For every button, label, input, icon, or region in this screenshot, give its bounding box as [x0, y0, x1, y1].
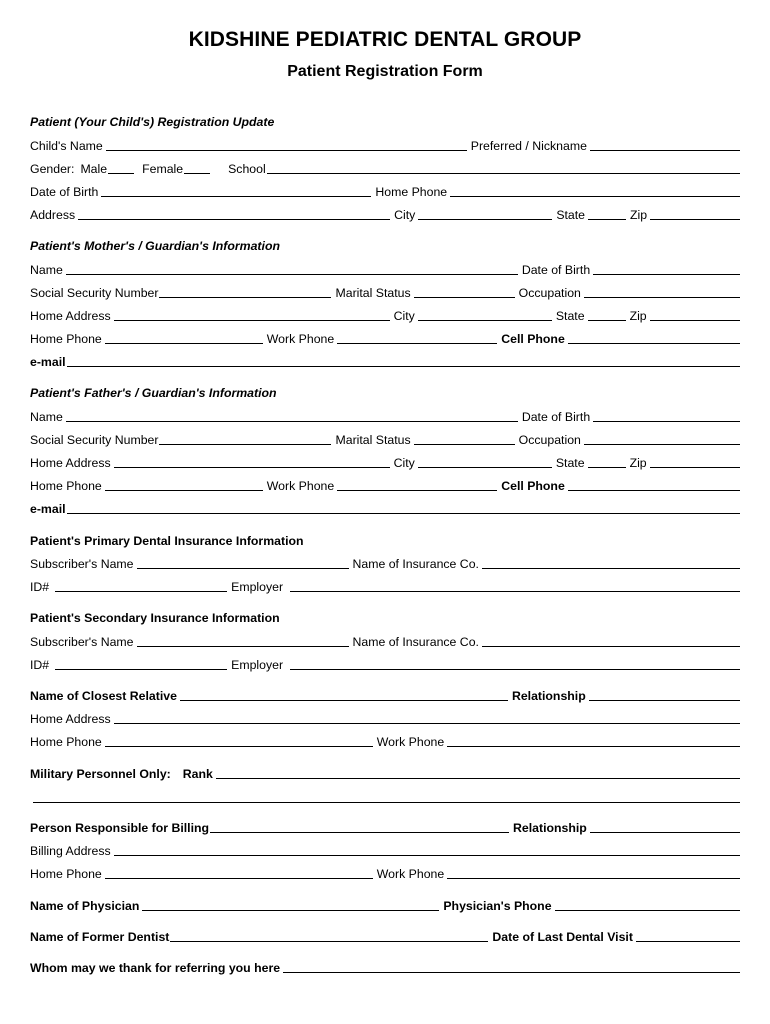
- primary-employer-label: Employer: [231, 580, 284, 594]
- relative-name-row: [30, 687, 740, 703]
- mother-name-label: Name: [30, 263, 63, 277]
- father-occupation-field[interactable]: [584, 444, 740, 445]
- primary-id-label: ID#: [30, 580, 50, 594]
- secondary-subscriber-row: [30, 633, 740, 649]
- mother-city-field[interactable]: [418, 320, 552, 321]
- male-label: Male: [80, 162, 108, 176]
- mother-address-label: Home Address: [30, 309, 111, 323]
- secondary-company-field[interactable]: [482, 646, 740, 647]
- mother-marital-label: Marital Status: [335, 286, 411, 300]
- father-work-phone-label: Work Phone: [266, 479, 335, 493]
- father-dob-label: Date of Birth: [521, 410, 591, 424]
- referral-field[interactable]: [283, 972, 740, 973]
- father-ssn-row: [30, 431, 740, 447]
- mother-ssn-row: [30, 284, 740, 300]
- billing-address-field[interactable]: [114, 855, 740, 856]
- form-title: Patient Registration Form: [287, 63, 483, 80]
- father-email-row: [30, 500, 740, 516]
- military-row: [30, 765, 740, 781]
- secondary-id-row: [30, 656, 740, 672]
- nickname-field[interactable]: [590, 150, 740, 151]
- mother-cell-phone-field[interactable]: [568, 343, 740, 344]
- military-continuation-row: [30, 789, 740, 805]
- patient-city-label: City: [394, 208, 416, 222]
- child-name-row: [30, 137, 740, 153]
- father-address-field[interactable]: [114, 467, 390, 468]
- patient-dob-field[interactable]: [101, 196, 371, 197]
- billing-relationship-label: Relationship: [513, 821, 587, 835]
- mother-state-label: State: [555, 309, 585, 323]
- billing-work-phone-field[interactable]: [447, 878, 740, 879]
- mother-city-label: City: [393, 309, 415, 323]
- father-marital-label: Marital Status: [335, 433, 411, 447]
- former-dentist-row: [30, 928, 740, 944]
- mother-dob-field[interactable]: [593, 274, 740, 275]
- relative-home-phone-label: Home Phone: [30, 735, 102, 749]
- relative-address-field[interactable]: [114, 723, 740, 724]
- primary-insurance-heading: Patient's Primary Dental Insurance Information: [30, 534, 304, 548]
- mother-name-row: [30, 261, 740, 277]
- mother-zip-label: Zip: [629, 309, 647, 323]
- father-name-row: [30, 408, 740, 424]
- billing-relationship-field[interactable]: [590, 832, 740, 833]
- physician-name-field[interactable]: [142, 910, 439, 911]
- mother-email-field[interactable]: [67, 366, 740, 367]
- last-visit-label: Date of Last Dental Visit: [492, 930, 633, 944]
- mother-ssn-field[interactable]: [159, 297, 331, 298]
- last-visit-field[interactable]: [636, 941, 740, 942]
- father-zip-field[interactable]: [650, 467, 740, 468]
- school-field[interactable]: [267, 173, 740, 174]
- secondary-employer-field[interactable]: [290, 669, 740, 670]
- relative-home-phone-field[interactable]: [105, 746, 373, 747]
- father-name-field[interactable]: [66, 421, 518, 422]
- physician-row: [30, 897, 740, 913]
- billing-address-label: Billing Address: [30, 844, 111, 858]
- mother-work-phone-label: Work Phone: [266, 332, 335, 346]
- mother-ssn-label: Social Security Number: [30, 286, 159, 300]
- relative-name-label: Name of Closest Relative: [30, 689, 177, 703]
- relative-address-row: [30, 710, 740, 726]
- patient-address-label: Address: [30, 208, 76, 222]
- father-occupation-label: Occupation: [518, 433, 581, 447]
- mother-zip-field[interactable]: [650, 320, 740, 321]
- father-state-label: State: [555, 456, 585, 470]
- mother-home-phone-field[interactable]: [105, 343, 263, 344]
- relative-work-phone-label: Work Phone: [376, 735, 445, 749]
- former-dentist-field[interactable]: [170, 941, 488, 942]
- practice-name: KIDSHINE PEDIATRIC DENTAL GROUP: [188, 28, 582, 51]
- child-name-label: Child's Name: [30, 139, 103, 153]
- mother-home-phone-label: Home Phone: [30, 332, 102, 346]
- military-continuation-field[interactable]: [33, 802, 740, 803]
- mother-occupation-field[interactable]: [584, 297, 740, 298]
- patient-zip-label: Zip: [630, 208, 648, 222]
- patient-dob-label: Date of Birth: [30, 185, 99, 199]
- referral-row: [30, 959, 740, 975]
- father-section-heading: Patient's Father's / Guardian's Information: [30, 386, 277, 400]
- primary-subscriber-label: Subscriber's Name: [30, 557, 134, 571]
- relative-address-label: Home Address: [30, 712, 111, 726]
- physician-phone-field[interactable]: [555, 910, 740, 911]
- billing-person-field[interactable]: [210, 832, 509, 833]
- patient-home-phone-label: Home Phone: [375, 185, 448, 199]
- primary-id-field[interactable]: [55, 591, 227, 592]
- father-city-label: City: [393, 456, 415, 470]
- father-work-phone-field[interactable]: [337, 490, 497, 491]
- father-ssn-label: Social Security Number: [30, 433, 159, 447]
- father-address-label: Home Address: [30, 456, 111, 470]
- female-field[interactable]: [184, 173, 210, 174]
- school-label: School: [228, 162, 266, 176]
- father-cell-phone-label: Cell Phone: [501, 479, 565, 493]
- mother-address-field[interactable]: [114, 320, 390, 321]
- mother-section-heading: Patient's Mother's / Guardian's Information: [30, 239, 280, 253]
- primary-company-field[interactable]: [482, 568, 740, 569]
- military-label: Military Personnel Only:: [30, 767, 171, 781]
- billing-phone-row: [30, 865, 740, 881]
- relative-work-phone-field[interactable]: [447, 746, 740, 747]
- father-city-field[interactable]: [418, 467, 552, 468]
- father-ssn-field[interactable]: [159, 444, 331, 445]
- mother-dob-label: Date of Birth: [521, 263, 591, 277]
- mother-marital-field[interactable]: [414, 297, 515, 298]
- father-zip-label: Zip: [629, 456, 647, 470]
- referral-label: Whom may we thank for referring you here: [30, 961, 281, 975]
- mother-state-field[interactable]: [588, 320, 626, 321]
- military-rank-field[interactable]: [216, 778, 740, 779]
- child-name-field[interactable]: [106, 150, 467, 151]
- father-home-phone-field[interactable]: [105, 490, 263, 491]
- primary-subscriber-row: [30, 555, 740, 571]
- patient-state-field[interactable]: [588, 219, 626, 220]
- patient-city-field[interactable]: [418, 219, 552, 220]
- mother-email-row: [30, 353, 740, 369]
- gender-school-row: [30, 160, 740, 176]
- patient-section-heading: Patient (Your Child's) Registration Update: [30, 115, 275, 129]
- father-dob-field[interactable]: [593, 421, 740, 422]
- billing-address-row: [30, 842, 740, 858]
- former-dentist-label: Name of Former Dentist: [30, 930, 170, 944]
- physician-name-label: Name of Physician: [30, 899, 140, 913]
- mother-name-field[interactable]: [66, 274, 518, 275]
- secondary-subscriber-label: Subscriber's Name: [30, 635, 134, 649]
- patient-zip-field[interactable]: [650, 219, 740, 220]
- mother-cell-phone-label: Cell Phone: [501, 332, 565, 346]
- military-rank-label: Rank: [182, 767, 213, 781]
- billing-person-label: Person Responsible for Billing: [30, 821, 210, 835]
- mother-occupation-label: Occupation: [518, 286, 581, 300]
- father-email-field[interactable]: [67, 513, 740, 514]
- secondary-subscriber-field[interactable]: [137, 646, 349, 647]
- relative-relationship-label: Relationship: [511, 689, 586, 703]
- patient-address-field[interactable]: [78, 219, 390, 220]
- nickname-label: Preferred / Nickname: [470, 139, 587, 153]
- billing-home-phone-label: Home Phone: [30, 867, 102, 881]
- mother-address-row: [30, 307, 740, 323]
- secondary-employer-label: Employer: [231, 658, 284, 672]
- gender-label: Gender:: [30, 162, 75, 176]
- patient-home-phone-field[interactable]: [450, 196, 740, 197]
- secondary-insurance-heading: Patient's Secondary Insurance Information: [30, 611, 280, 625]
- mother-phone-row: [30, 330, 740, 346]
- primary-employer-field[interactable]: [290, 591, 740, 592]
- secondary-id-label: ID#: [30, 658, 50, 672]
- mother-email-label: e-mail: [30, 355, 66, 369]
- billing-person-row: [30, 819, 740, 835]
- patient-address-row: [30, 206, 740, 222]
- father-phone-row: [30, 477, 740, 493]
- relative-name-field[interactable]: [180, 700, 508, 701]
- primary-company-label: Name of Insurance Co.: [352, 557, 479, 571]
- father-name-label: Name: [30, 410, 63, 424]
- primary-id-row: [30, 578, 740, 594]
- mother-work-phone-field[interactable]: [337, 343, 497, 344]
- father-marital-field[interactable]: [414, 444, 515, 445]
- primary-subscriber-field[interactable]: [137, 568, 349, 569]
- relative-phone-row: [30, 733, 740, 749]
- female-label: Female: [142, 162, 184, 176]
- father-cell-phone-field[interactable]: [568, 490, 740, 491]
- billing-work-phone-label: Work Phone: [376, 867, 445, 881]
- male-field[interactable]: [108, 173, 134, 174]
- physician-phone-label: Physician's Phone: [443, 899, 552, 913]
- billing-home-phone-field[interactable]: [105, 878, 373, 879]
- father-email-label: e-mail: [30, 502, 66, 516]
- father-state-field[interactable]: [588, 467, 626, 468]
- relative-relationship-field[interactable]: [589, 700, 740, 701]
- patient-dob-row: [30, 183, 740, 199]
- patient-state-label: State: [556, 208, 586, 222]
- secondary-id-field[interactable]: [55, 669, 227, 670]
- father-address-row: [30, 454, 740, 470]
- father-home-phone-label: Home Phone: [30, 479, 102, 493]
- secondary-company-label: Name of Insurance Co.: [352, 635, 479, 649]
